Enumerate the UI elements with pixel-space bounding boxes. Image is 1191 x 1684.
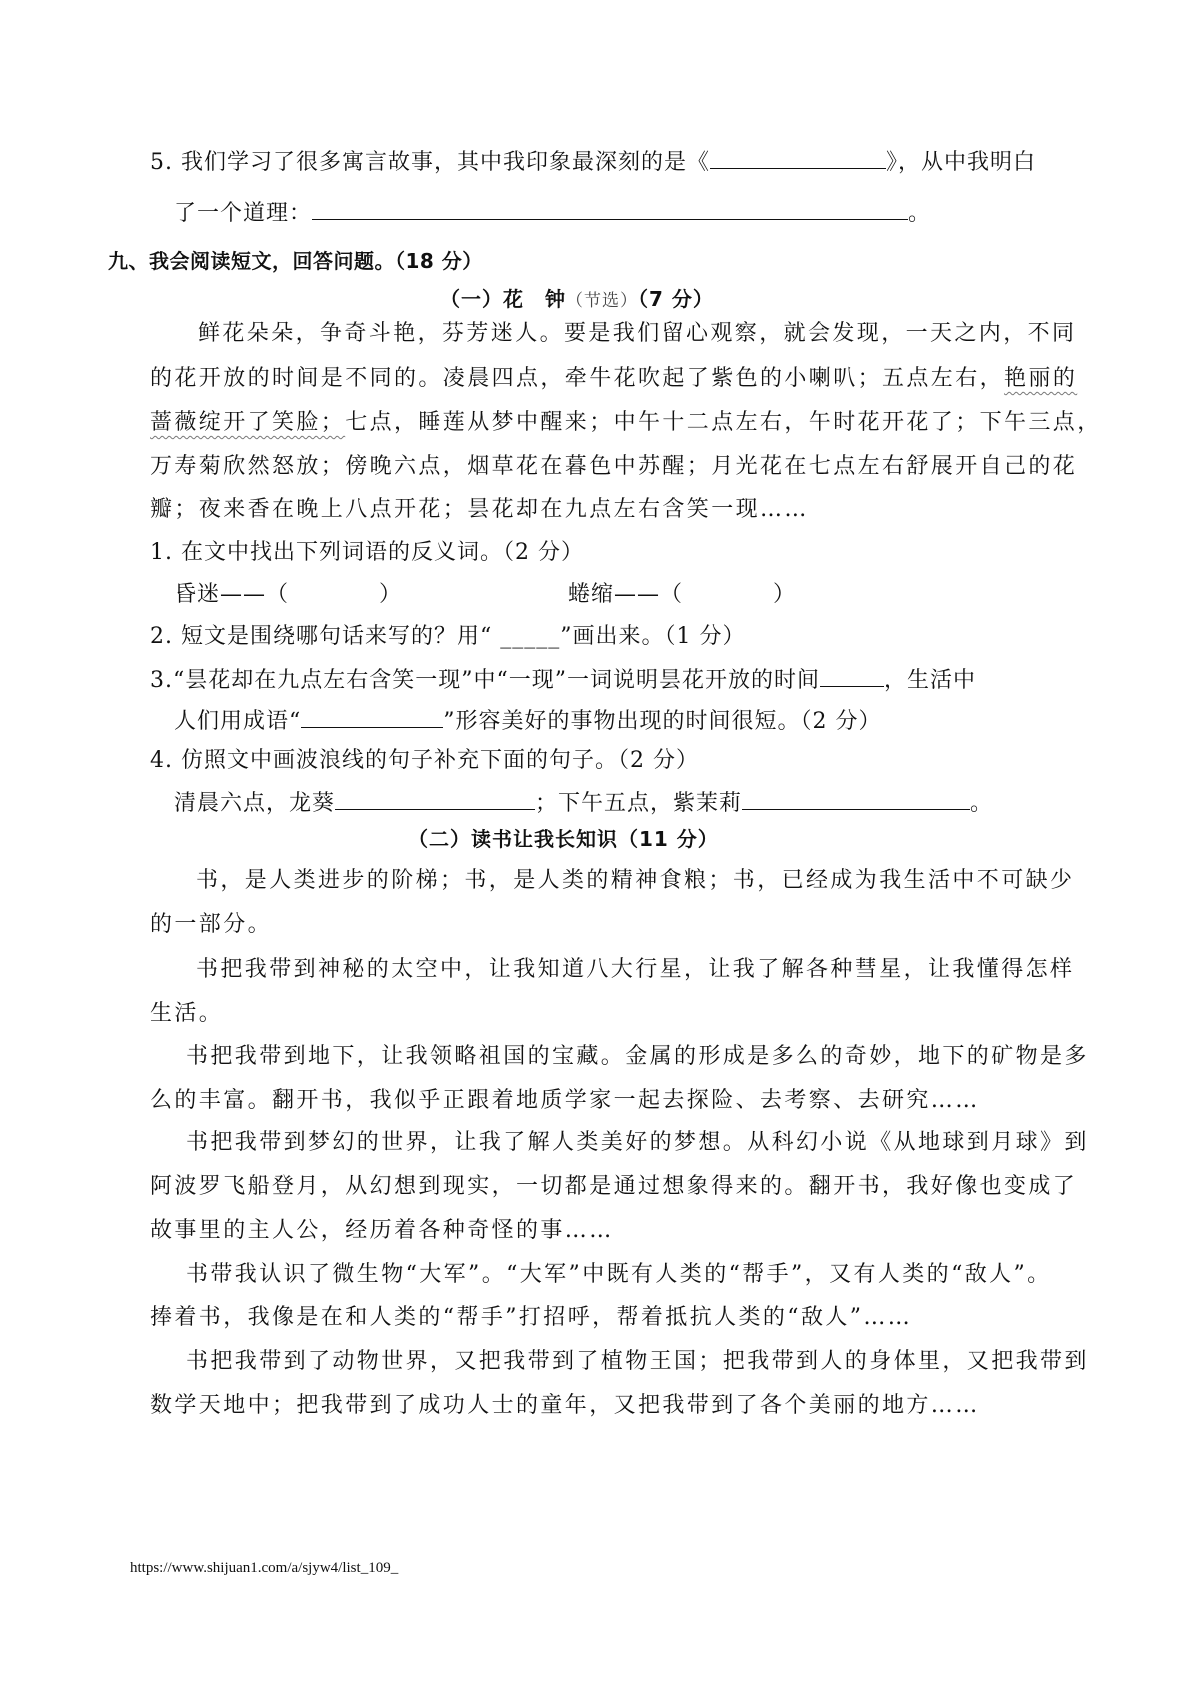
passage-line: 书，是人类进步的阶梯；书，是人类的精神食粮；书，已经成为我生活中不可缺少	[196, 868, 1075, 893]
passage-line: 书把我带到梦幻的世界，让我了解人类美好的梦想。从科幻小说《从地球到月球》到	[186, 1130, 1089, 1155]
passage-line: 鲜花朵朵，争奇斗艳，芬芳迷人。要是我们留心观察，就会发现，一天之内，不同	[198, 321, 1077, 346]
q5-line1: 5. 我们学习了很多寓言故事，其中我印象最深刻的是《 》，从中我明白	[150, 146, 1036, 178]
passage-line: 万寿菊欣然怒放；傍晚六点，烟草花在暮色中苏醒；月光花在七点左右舒展开自己的花	[150, 454, 1078, 479]
passage-line: 么的丰富。翻开书，我似乎正跟着地质学家一起去探险、去考察、去研究……	[150, 1088, 980, 1113]
passage-line: 生活。	[150, 1001, 224, 1026]
passage-line: 书把我带到神秘的太空中，让我知道八大行星，让我了解各种彗星，让我懂得怎样	[196, 957, 1075, 982]
question-3-line2: 人们用成语“ ”形容美好的事物出现的时间很短。（2 分）	[174, 705, 882, 737]
question-2: 2. 短文是围绕哪句话来写的？用“ _____”画出来。（1 分）	[150, 624, 746, 649]
answer-blank[interactable]	[742, 787, 970, 810]
answer-blank[interactable]	[710, 146, 886, 169]
question-4-answer: 清晨六点，龙葵 ；下午五点，紫茉莉 。	[174, 787, 993, 819]
answer-blank[interactable]	[312, 197, 908, 220]
wavy-underline-text: 蔷薇绽开了笑脸；	[150, 410, 346, 435]
passage-line: 蔷薇绽开了笑脸；七点，睡莲从梦中醒来；中午十二点左右，午时花开花了；下午三点，	[150, 410, 1102, 435]
question-1: 1. 在文中找出下列词语的反义词。（2 分）	[150, 540, 584, 565]
answer-blank[interactable]	[820, 664, 884, 687]
q5-line2: 了一个道理： 。	[174, 197, 931, 229]
passage-line: 故事里的主人公，经历着各种奇怪的事……	[150, 1218, 614, 1243]
passage-line: 的花开放的时间是不同的。凌晨四点，牵牛花吹起了紫色的小喇叭；五点左右，艳丽的	[150, 366, 1078, 391]
question-4: 4. 仿照文中画波浪线的句子补充下面的句子。（2 分）	[150, 748, 699, 773]
footer-url[interactable]: https://www.shijuan1.com/a/sjyw4/list_109_	[130, 1560, 399, 1576]
passage-line: 数学天地中；把我带到了成功人士的童年，又把我带到了各个美丽的地方……	[150, 1393, 980, 1418]
passage-line: 捧着书，我像是在和人类的“帮手”打招呼，帮着抵抗人类的“敌人”……	[150, 1305, 913, 1330]
part1-title: （一）花 钟（节选）（7 分）	[440, 287, 714, 311]
answer-blank[interactable]	[335, 787, 535, 810]
wavy-underline-text: 艳丽的	[1004, 366, 1078, 391]
antonym-item: 蜷缩——（ ）	[568, 582, 797, 607]
passage-line: 书带我认识了微生物“大军”。“大军”中既有人类的“帮手”，又有人类的“敌人”。	[186, 1262, 1052, 1287]
antonym-item: 昏迷——（ ）	[174, 582, 403, 607]
passage-line: 书把我带到了动物世界，又把我带到了植物王国；把我带到人的身体里，又把我带到	[186, 1349, 1089, 1374]
answer-blank[interactable]	[301, 705, 443, 728]
passage-line: 瓣；夜来香在晚上八点开花；昙花却在九点左右含笑一现……	[150, 497, 809, 522]
passage-line: 书把我带到地下，让我领略祖国的宝藏。金属的形成是多么的奇妙，地下的矿物是多	[186, 1044, 1089, 1069]
question-3-line1: 3.“昙花却在九点左右含笑一现”中“一现”一词说明昙花开放的时间 ，生活中	[150, 664, 976, 696]
section-heading: 九、我会阅读短文，回答问题。（18 分）	[108, 249, 483, 273]
passage-line: 的一部分。	[150, 912, 273, 937]
part2-title: （二）读书让我长知识（11 分）	[408, 827, 719, 851]
passage-line: 阿波罗飞船登月，从幻想到现实，一切都是通过想象得来的。翻开书，我好像也变成了	[150, 1174, 1078, 1199]
